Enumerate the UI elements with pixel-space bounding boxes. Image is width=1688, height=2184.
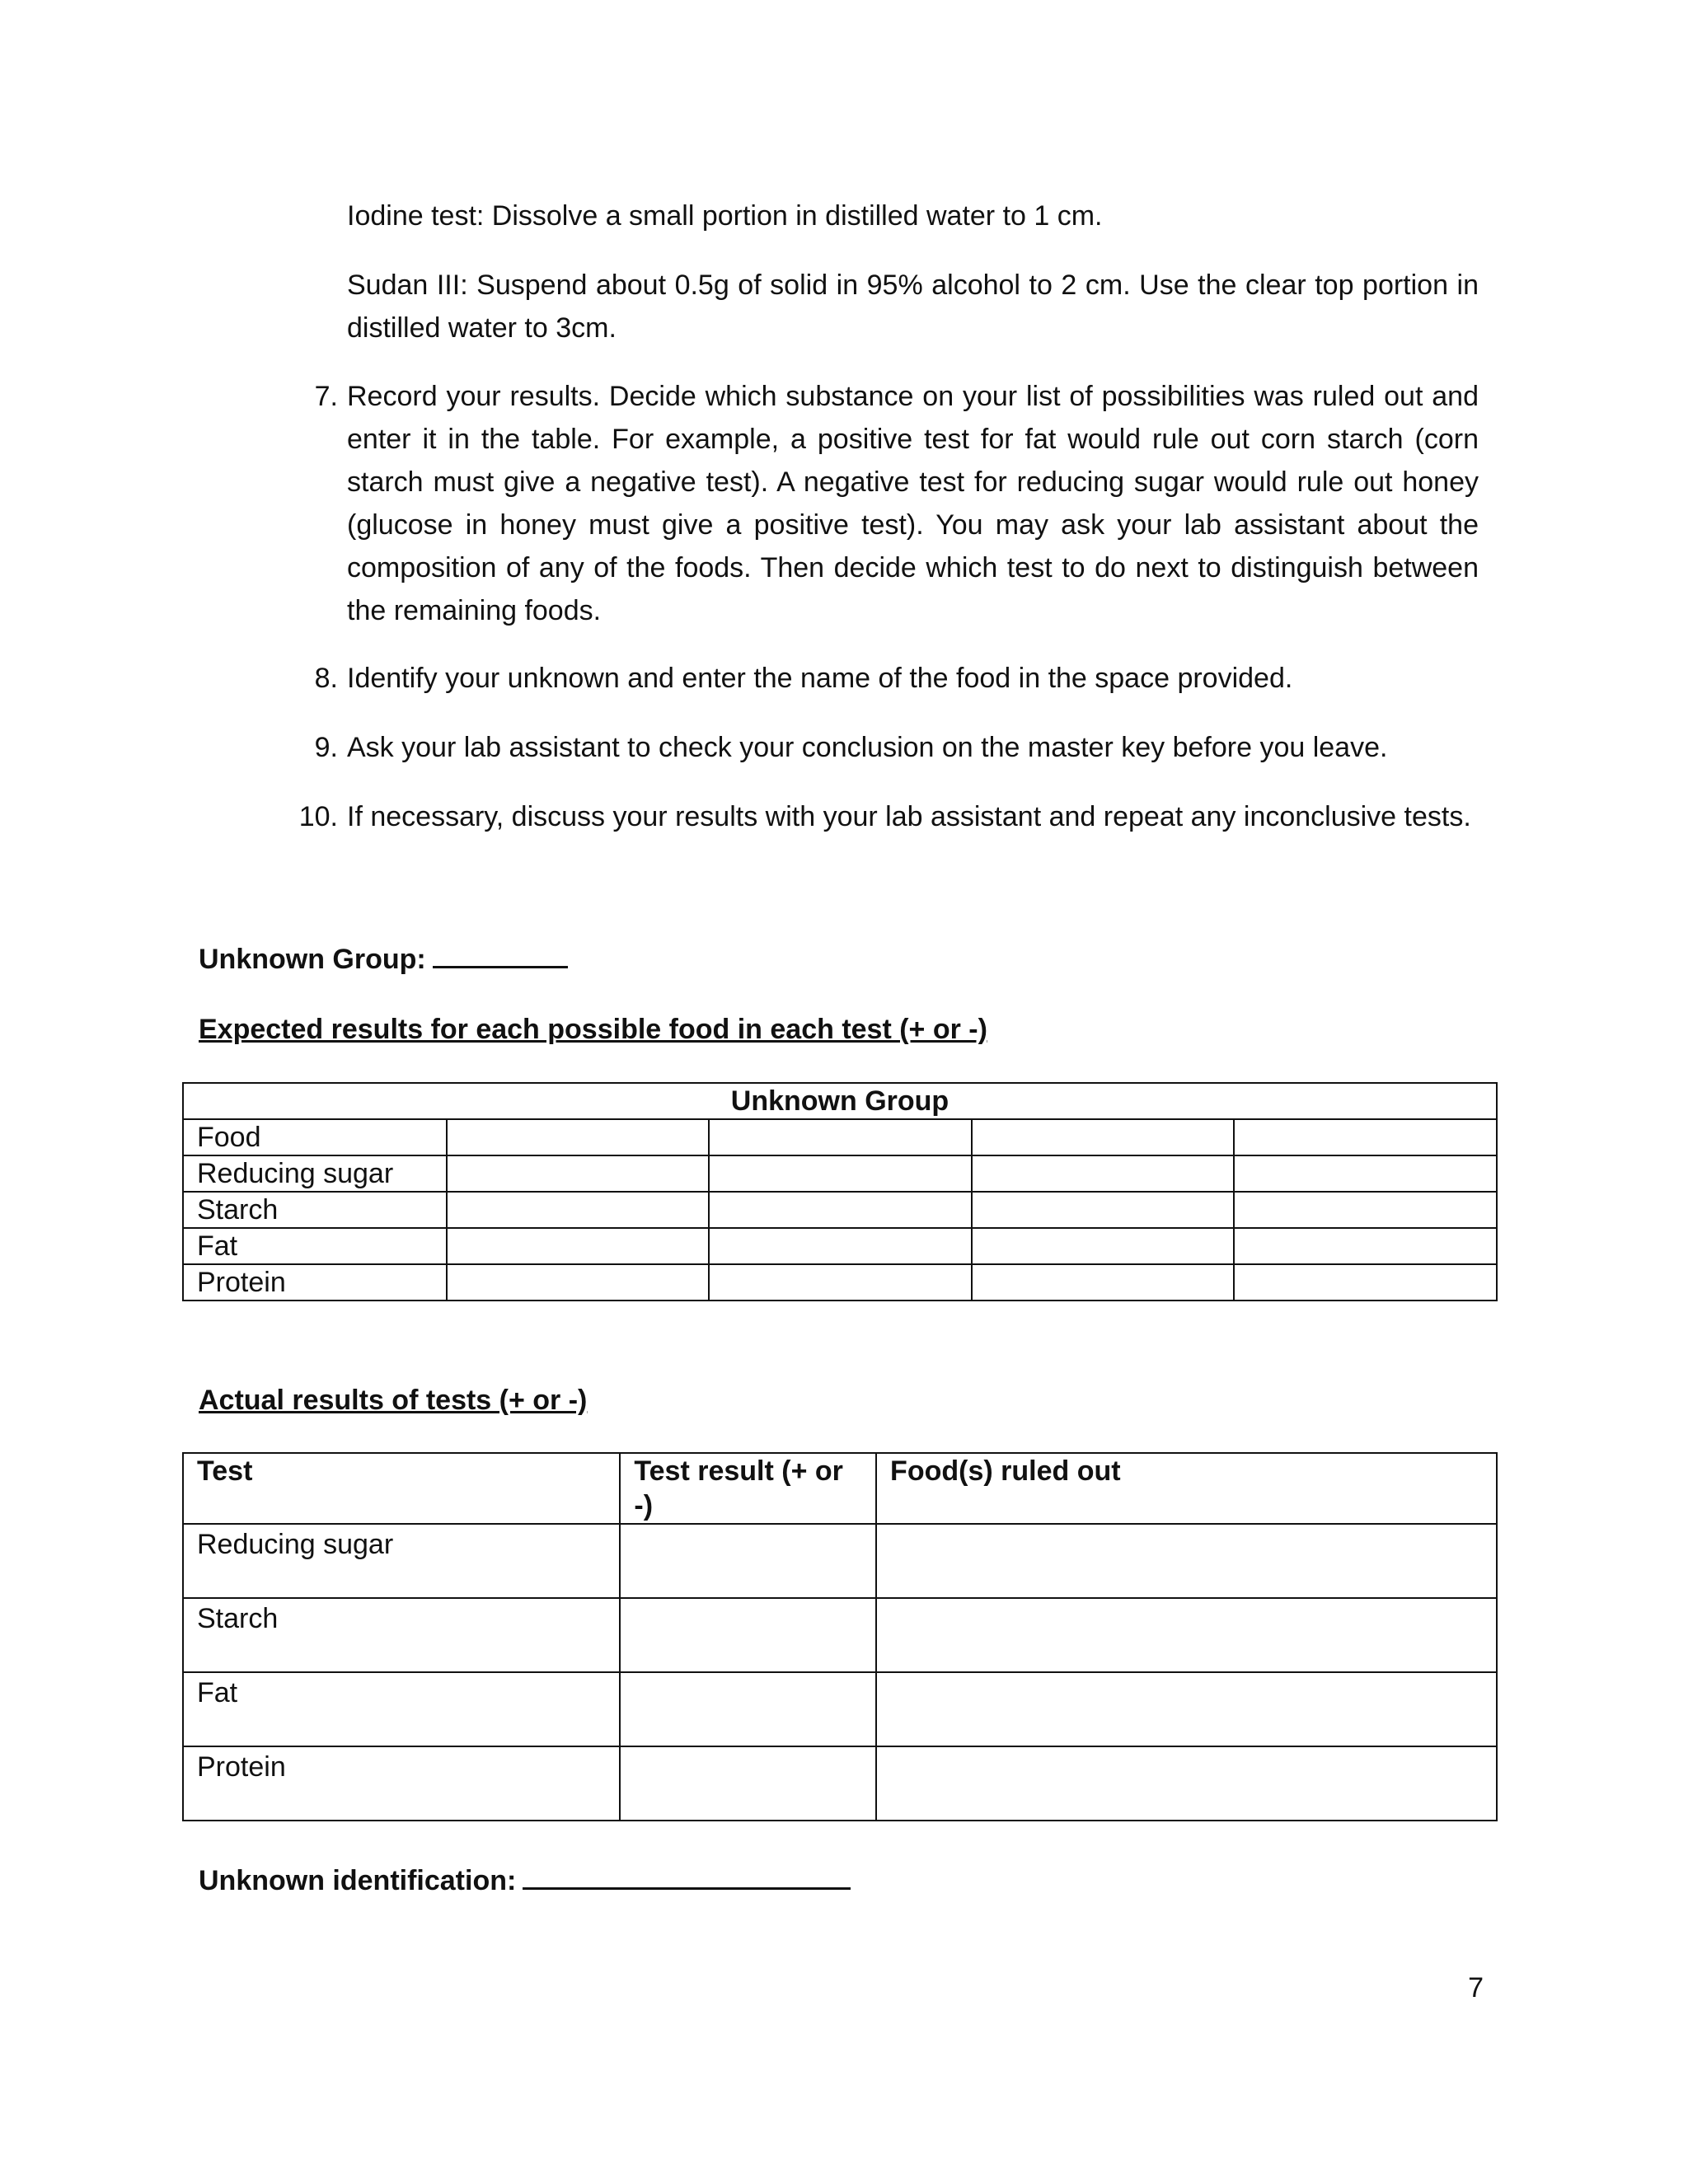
unknown-group-label: Unknown Group: [199, 944, 426, 975]
row-label: Reducing sugar [183, 1155, 447, 1192]
step-9 [288, 726, 1479, 769]
table-row [183, 1672, 1497, 1746]
table-row [183, 1119, 1497, 1155]
table-header-row [183, 1083, 1497, 1119]
table-cell[interactable] [620, 1672, 876, 1746]
table-cell[interactable] [709, 1192, 972, 1228]
table-cell[interactable] [709, 1119, 972, 1155]
row-label: Food [183, 1119, 447, 1155]
step-text: Record your results. Decide which substance on your list of possibilities was ruled out and enter it in the table. For example, a positive test for fat would rule out corn starch (corn starch must give a negative test). A negative test for reducing sugar would rule out honey (glucose in honey must give a positive test). You may ask your lab assistant about the composition of any of the foods. Then decide which test to do next to distinguish between the remaining foods. [347, 381, 1479, 626]
table-cell[interactable] [709, 1155, 972, 1192]
iodine-test-instruction: Iodine test: Dissolve a small portion in distilled water to 1 cm. [347, 200, 1103, 232]
table-cell[interactable] [447, 1155, 710, 1192]
table-cell[interactable] [1234, 1155, 1497, 1192]
step-text: If necessary, discuss your results with your lab assistant and repeat any inconclusive tests. [347, 801, 1471, 832]
table-row [183, 1524, 1497, 1598]
table-row [183, 1264, 1497, 1301]
table-row [183, 1228, 1497, 1264]
table-cell[interactable] [620, 1598, 876, 1672]
column-header-foods-ruled-out: Food(s) ruled out [876, 1453, 1497, 1524]
table-cell[interactable] [972, 1155, 1235, 1192]
row-label: Starch [183, 1192, 447, 1228]
row-label: Starch [183, 1598, 620, 1672]
step-text: Identify your unknown and enter the name of the food in the space provided. [347, 663, 1293, 694]
step-10 [288, 795, 1479, 838]
row-label: Fat [183, 1672, 620, 1746]
row-label: Fat [183, 1228, 447, 1264]
column-header-test-result: Test result (+ or -) [620, 1453, 876, 1524]
table-cell[interactable] [447, 1192, 710, 1228]
row-label: Reducing sugar [183, 1524, 620, 1598]
step-number: 7. [314, 381, 338, 412]
actual-results-table [182, 1452, 1498, 1821]
table-cell[interactable] [876, 1672, 1497, 1746]
table-cell[interactable] [1234, 1119, 1497, 1155]
page-number: 7 [1468, 1972, 1484, 2004]
table-cell[interactable] [1234, 1264, 1497, 1301]
table-cell[interactable] [876, 1598, 1497, 1672]
table-cell[interactable] [972, 1228, 1235, 1264]
step-8 [288, 657, 1479, 700]
expected-results-heading: Expected results for each possible food in each test (+ or -) [199, 1014, 987, 1045]
expected-results-table [182, 1082, 1498, 1301]
table-cell[interactable] [972, 1264, 1235, 1301]
table-cell[interactable] [447, 1119, 710, 1155]
table-cell[interactable] [1234, 1192, 1497, 1228]
table-cell[interactable] [709, 1228, 972, 1264]
table-row [183, 1598, 1497, 1672]
table-cell[interactable] [972, 1192, 1235, 1228]
unknown-group-header: Unknown Group [183, 1083, 1497, 1119]
step-number: 10. [298, 801, 338, 832]
table-header-row [183, 1453, 1497, 1524]
table-cell[interactable] [447, 1264, 710, 1301]
table-cell[interactable] [709, 1264, 972, 1301]
table-row [183, 1155, 1497, 1192]
actual-results-heading: Actual results of tests (+ or -) [199, 1385, 588, 1416]
table-cell[interactable] [972, 1119, 1235, 1155]
table-cell[interactable] [1234, 1228, 1497, 1264]
unknown-identification-line [199, 1863, 851, 1899]
column-header-test: Test [183, 1453, 620, 1524]
sudan-test-instruction: Sudan III: Suspend about 0.5g of solid in 95% alcohol to 2 cm. Use the clear top portion in distilled water to 3cm. [347, 269, 1479, 344]
table-cell[interactable] [876, 1524, 1497, 1598]
step-text: Ask your lab assistant to check your conclusion on the master key before you leave. [347, 732, 1388, 763]
unknown-group-blank[interactable] [433, 941, 568, 968]
table-cell[interactable] [447, 1228, 710, 1264]
table-cell[interactable] [620, 1746, 876, 1821]
step-7 [288, 375, 1479, 632]
row-label: Protein [183, 1264, 447, 1301]
unknown-identification-blank[interactable] [523, 1863, 851, 1890]
unknown-identification-label: Unknown identification: [199, 1865, 517, 1896]
table-row [183, 1192, 1497, 1228]
table-cell[interactable] [876, 1746, 1497, 1821]
row-label: Protein [183, 1746, 620, 1821]
table-row [183, 1746, 1497, 1821]
table-cell[interactable] [620, 1524, 876, 1598]
step-number: 8. [314, 663, 338, 694]
unknown-group-line [199, 941, 568, 977]
step-number: 9. [314, 732, 338, 763]
